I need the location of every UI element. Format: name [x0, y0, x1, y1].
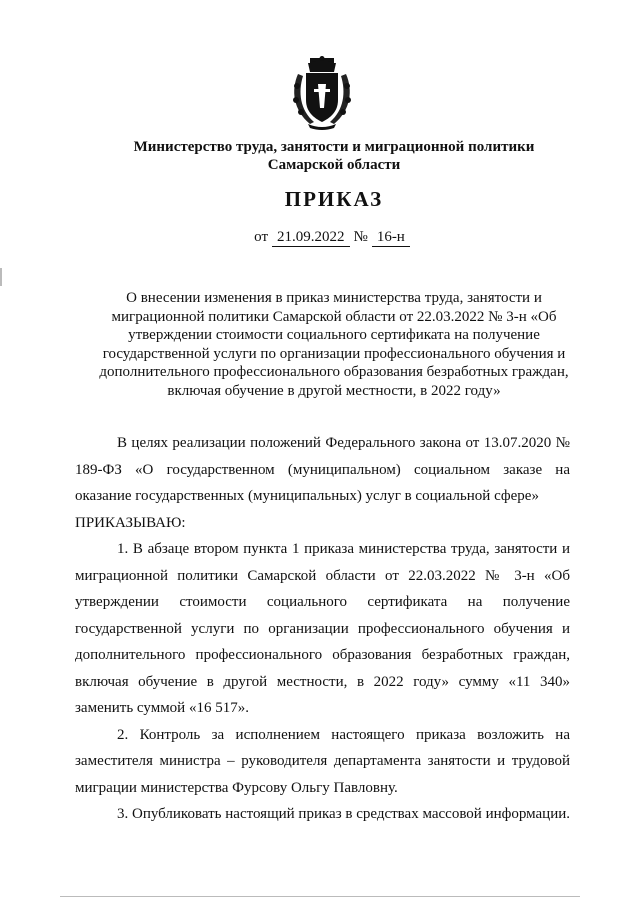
date-prefix: от [254, 229, 268, 245]
document-title: ПРИКАЗ [284, 187, 384, 211]
item-1-paragraph: 1. В абзаце втором пункта 1 приказа министерства труда, занятости и миграционной политики Самарской области от 22.03.2022 № 3-н «Об утверждении стоимости социального сертификата на получение государственной услуги по организации профессионального обучения и дополнительного профессионального образования безработных граждан, включая обучение в другой местности, в 2022 году» сумму «11 340» заменить суммой «16 517». [75, 541, 570, 716]
order-body [75, 430, 570, 828]
ministry-line-2: Самарской области [267, 157, 401, 173]
ministry-line-1: Министерство труда, занятости и миграционной политики [133, 139, 535, 155]
item-2-paragraph: 2. Контроль за исполнением настоящего приказа возложить на заместителя министра – руководителя департамента занятости и трудовой миграции министерства Фурсову Ольгу Павловну. [75, 726, 570, 796]
scan-edge-mark-top [0, 268, 2, 286]
document-number: 16-н [372, 229, 410, 247]
scan-edge-mark-bottom [60, 896, 580, 897]
order-subject: О внесении изменения в приказ министерства труда, занятости и миграционной политики Самарской области от 22.03.2022 № 3-н «Об утверждении стоимости социального сертификата на получение государственной услуги по организации профессионального обучения и дополнительного профессионального образования безработных граждан, включая обучение в другой местности, в 2022 году» [99, 290, 569, 399]
date-number-line [60, 229, 608, 247]
order-word: ПРИКАЗЫВАЮ: [75, 514, 186, 531]
preamble-paragraph: В целях реализации положений Федерального закона от 13.07.2020 № 189-ФЗ «О государственном (муниципальном) социальном заказе на оказание государственных (муниципальных) услуг в социальной сфере» [75, 435, 570, 504]
number-sign: № [353, 229, 368, 245]
ministry-name [60, 138, 608, 174]
item-3-paragraph: 3. Опубликовать настоящий приказ в средствах массовой информации. [117, 806, 571, 822]
coat-of-arms-emblem [290, 56, 354, 130]
document-date: 21.09.2022 [272, 229, 350, 247]
